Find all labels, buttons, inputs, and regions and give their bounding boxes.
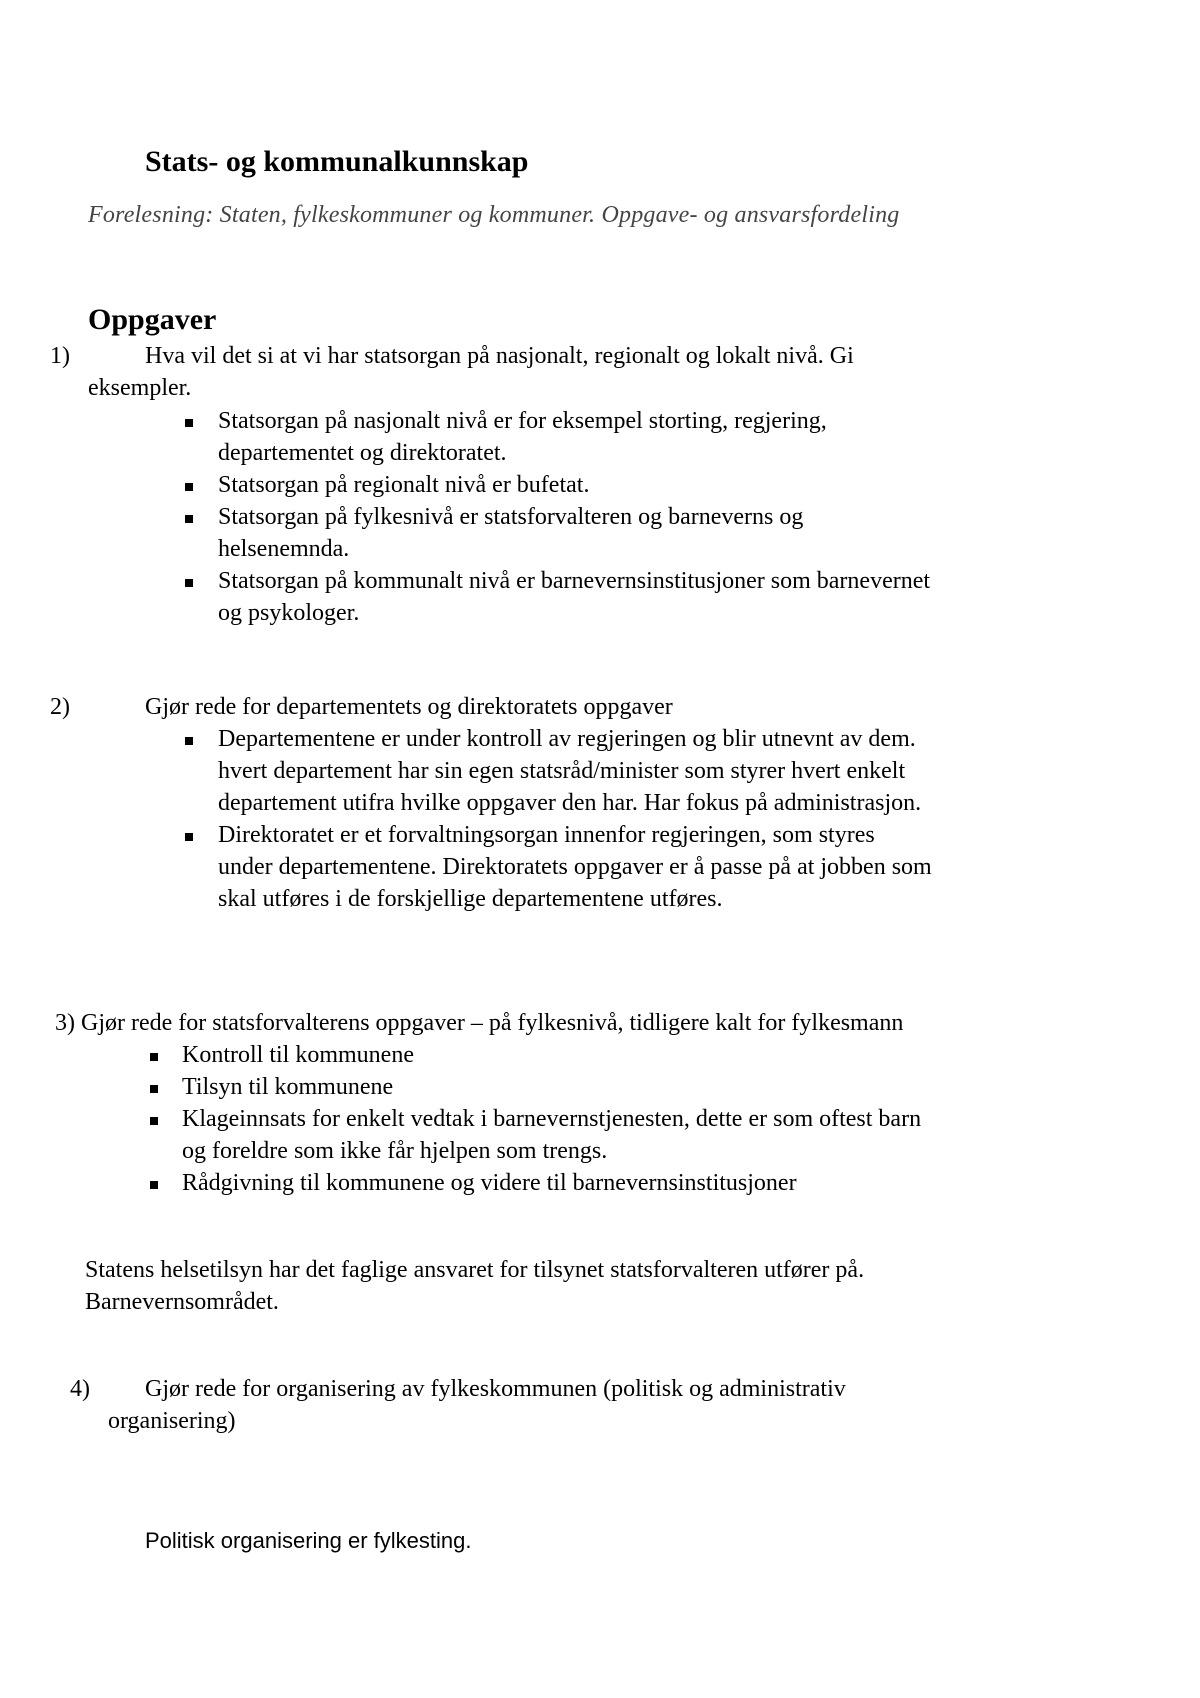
q1-text-line1: Hva vil det si at vi har statsorgan på nasjonalt, regionalt og lokalt nivå. Gi (145, 343, 854, 369)
q2-text-line1: Gjør rede for departementets og direktoratets oppgaver (145, 694, 673, 720)
q1-bullet-2-line1: Statsorgan på regionalt nivå er bufetat. (218, 472, 590, 498)
bullet-marker (185, 833, 193, 841)
q1-bullet-1-line2: departementet og direktoratet. (218, 440, 507, 466)
closing-sentence: Politisk organisering er fylkesting. (145, 1528, 472, 1553)
q1-text-line2: eksempler. (88, 375, 192, 401)
bullet-marker (185, 737, 193, 745)
q2-bullet-2-line1: Direktoratet er et forvaltningsorgan innenfor regjeringen, som styres (218, 822, 875, 848)
q3-bullet-2-line1: Tilsyn til kommunene (182, 1074, 394, 1100)
q1-bullet-4-line1: Statsorgan på kommunalt nivå er barnevernsinstitusjoner som barnevernet (218, 568, 931, 594)
q2-bullet-2-line3: skal utføres i de forskjellige departementene utføres. (218, 886, 723, 912)
bullet-marker (150, 1181, 158, 1189)
bullet-marker (185, 515, 193, 523)
bullet-marker (150, 1053, 158, 1061)
q4-number: 4) (70, 1376, 90, 1402)
q2-bullet-1-line3: departement utifra hvilke oppgaver den har. Har fokus på administrasjon. (218, 790, 922, 816)
q3-bullet-4-line1: Rådgivning til kommunene og videre til barnevernsinstitusjoner (182, 1170, 797, 1196)
q4-text-line2: organisering) (108, 1408, 236, 1434)
bullet-marker (185, 483, 193, 491)
lecture-subtitle: Forelesning: Staten, fylkeskommuner og kommuner. Oppgave- og ansvarsfordeling (88, 202, 900, 228)
q1-bullet-1-line1: Statsorgan på nasjonalt nivå er for eksempel storting, regjering, (218, 408, 827, 434)
q1-bullet-3-line2: helsenemnda. (218, 536, 350, 562)
bullet-marker (185, 579, 193, 587)
section-heading: Oppgaver (88, 303, 217, 336)
q2-number: 2) (50, 694, 70, 720)
bullet-marker (185, 419, 193, 427)
q2-bullet-1-line2: hvert departement har sin egen statsråd/minister som styrer hvert enkelt (218, 758, 906, 784)
paragraph-line2: Barnevernsområdet. (85, 1289, 279, 1315)
paragraph-line1: Statens helsetilsyn har det faglige ansvaret for tilsynet statsforvalteren utfører på. (85, 1257, 865, 1283)
bullet-marker (150, 1085, 158, 1093)
q2-bullet-2-line2: under departementene. Direktoratets oppgaver er å passe på at jobben som (218, 854, 932, 880)
q3-bullet-3-line1: Klageinnsats for enkelt vedtak i barnevernstjenesten, dette er som oftest barn (182, 1106, 922, 1132)
q3-text-line1: 3) Gjør rede for statsforvalterens oppgaver – på fylkesnivå, tidligere kalt for fylkesmann (55, 1010, 904, 1036)
bullet-marker (150, 1117, 158, 1125)
q1-bullet-3-line1: Statsorgan på fylkesnivå er statsforvalteren og barneverns og (218, 504, 804, 530)
q3-bullet-3-line2: og foreldre som ikke får hjelpen som trengs. (182, 1138, 608, 1164)
q1-number: 1) (50, 343, 70, 369)
q1-bullet-4-line2: og psykologer. (218, 600, 360, 626)
q4-text-line1: Gjør rede for organisering av fylkeskommunen (politisk og administrativ (145, 1376, 846, 1402)
q3-bullet-1-line1: Kontroll til kommunene (182, 1042, 414, 1068)
q2-bullet-1-line1: Departementene er under kontroll av regjeringen og blir utnevnt av dem. (218, 726, 916, 752)
page-title: Stats- og kommunalkunnskap (145, 145, 529, 178)
